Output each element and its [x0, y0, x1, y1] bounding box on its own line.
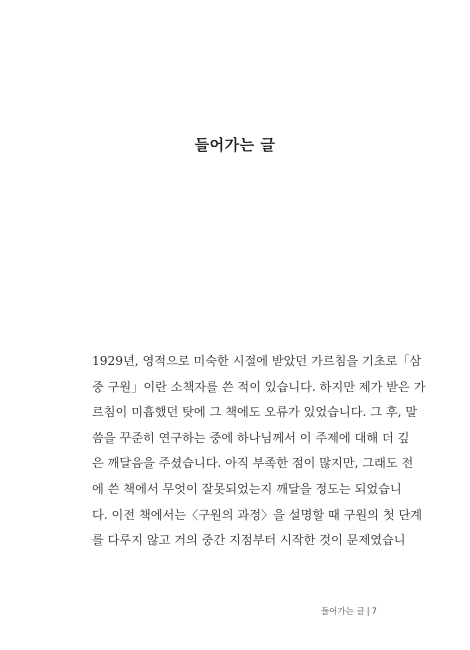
body-line: 은 깨달음을 주셨습니다. 아직 부족한 점이 많지만, 그래도 전: [92, 456, 414, 471]
body-line: 1929년, 영적으로 미숙한 시절에 받았던 가르침을 기초로「삼: [92, 354, 422, 368]
body-line: 르침이 미흡했던 탓에 그 책에도 오류가 있었습니다. 그 후, 말: [92, 405, 418, 420]
page-footer: [321, 605, 377, 617]
body-line: 다. 이전 책에서는〈구원의 과정〉을 설명할 때 구원의 첫 단계: [92, 507, 423, 522]
page-number: 7: [371, 607, 377, 617]
body-line: 에 쓴 책에서 무엇이 잘못되었는지 깨달을 정도는 되었습니: [92, 481, 402, 496]
body-line: 씀을 꾸준히 연구하는 중에 하나님께서 이 주제에 대해 더 깊: [92, 430, 410, 445]
body-line: 를 다루지 않고 거의 중간 지점부터 시작한 것이 문제였습니: [92, 533, 406, 548]
body-paragraph: [92, 349, 426, 554]
body-line: 중 구원」이란 소책자를 쓴 적이 있습니다. 하지만 제가 받은 가: [92, 379, 426, 394]
footer-separator: |: [366, 607, 370, 617]
chapter-title: 들어가는 글: [194, 136, 276, 154]
running-title: 들어가는 글: [320, 607, 365, 617]
